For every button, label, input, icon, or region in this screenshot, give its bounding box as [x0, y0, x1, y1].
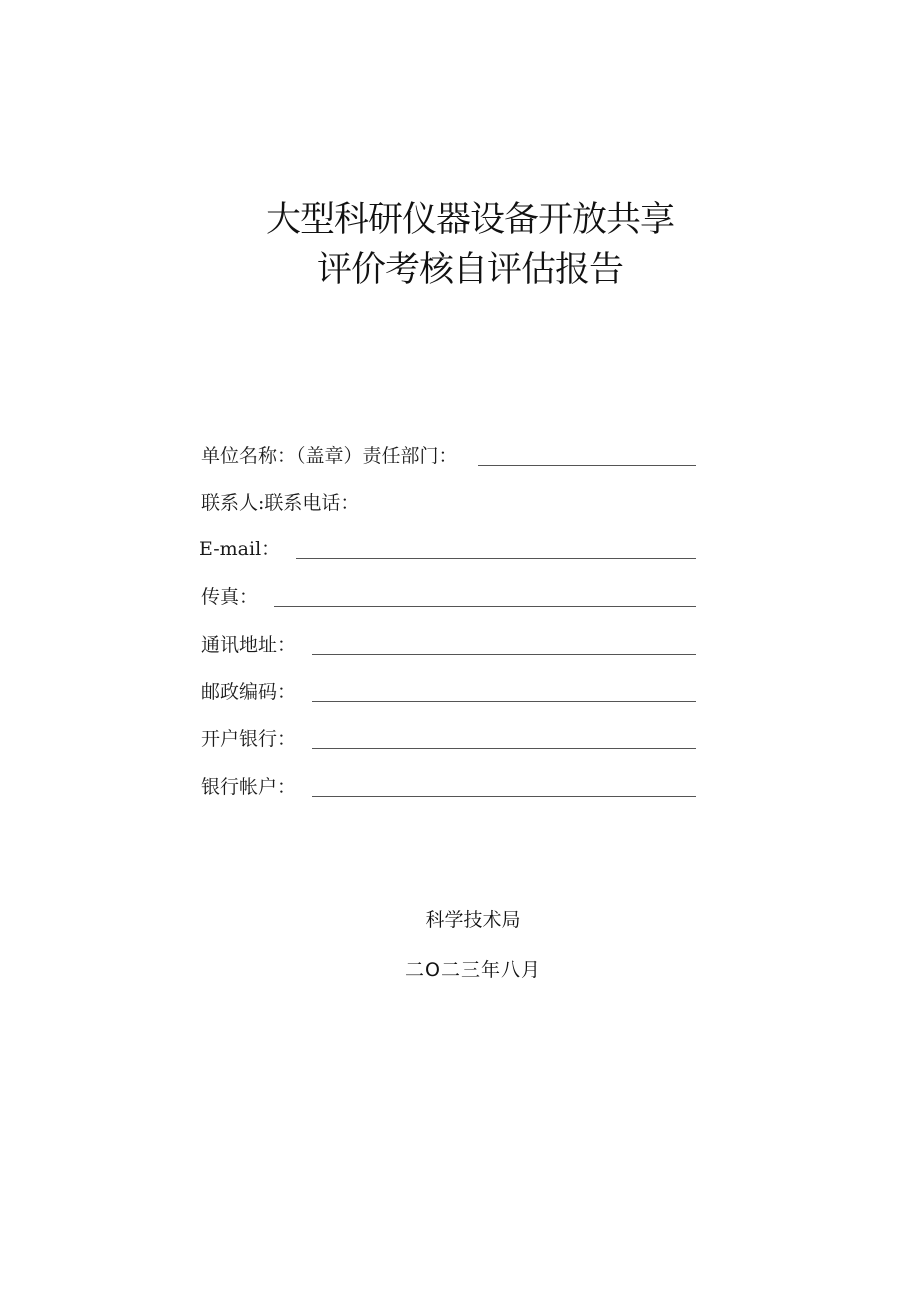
postcode-field[interactable]: [312, 700, 696, 702]
contact-label: 联系人:联系电话：: [201, 492, 360, 514]
department-field[interactable]: [478, 464, 696, 466]
issue-date: 二O二三年八月: [405, 959, 541, 981]
address-row: [201, 629, 696, 657]
email-row: [199, 533, 696, 561]
issuing-organization: 科学技术局: [425, 909, 521, 931]
fax-label: 传真：: [201, 586, 259, 608]
report-title-line-2: 评价考核自评估报告: [316, 250, 623, 290]
email-field[interactable]: [296, 557, 696, 559]
bank-label: 开户银行：: [201, 728, 297, 750]
bank-row: [201, 723, 696, 751]
report-title-line-1: 大型科研仪器设备开放共享: [265, 200, 674, 240]
email-label: E-mail：: [199, 538, 281, 560]
unit-name-label: 单位名称：（盖章）责任部门：: [201, 445, 458, 467]
account-field[interactable]: [312, 795, 696, 797]
postcode-row: [201, 676, 696, 704]
fax-row: [201, 581, 696, 609]
account-row: [201, 771, 696, 799]
postcode-label: 邮政编码：: [201, 681, 297, 703]
address-label: 通讯地址：: [201, 634, 297, 656]
fax-field[interactable]: [274, 605, 696, 607]
unit-name-row: [201, 440, 696, 468]
contact-row: [201, 487, 696, 515]
bank-field[interactable]: [312, 747, 696, 749]
account-label: 银行帐户：: [201, 776, 297, 798]
address-field[interactable]: [312, 653, 696, 655]
